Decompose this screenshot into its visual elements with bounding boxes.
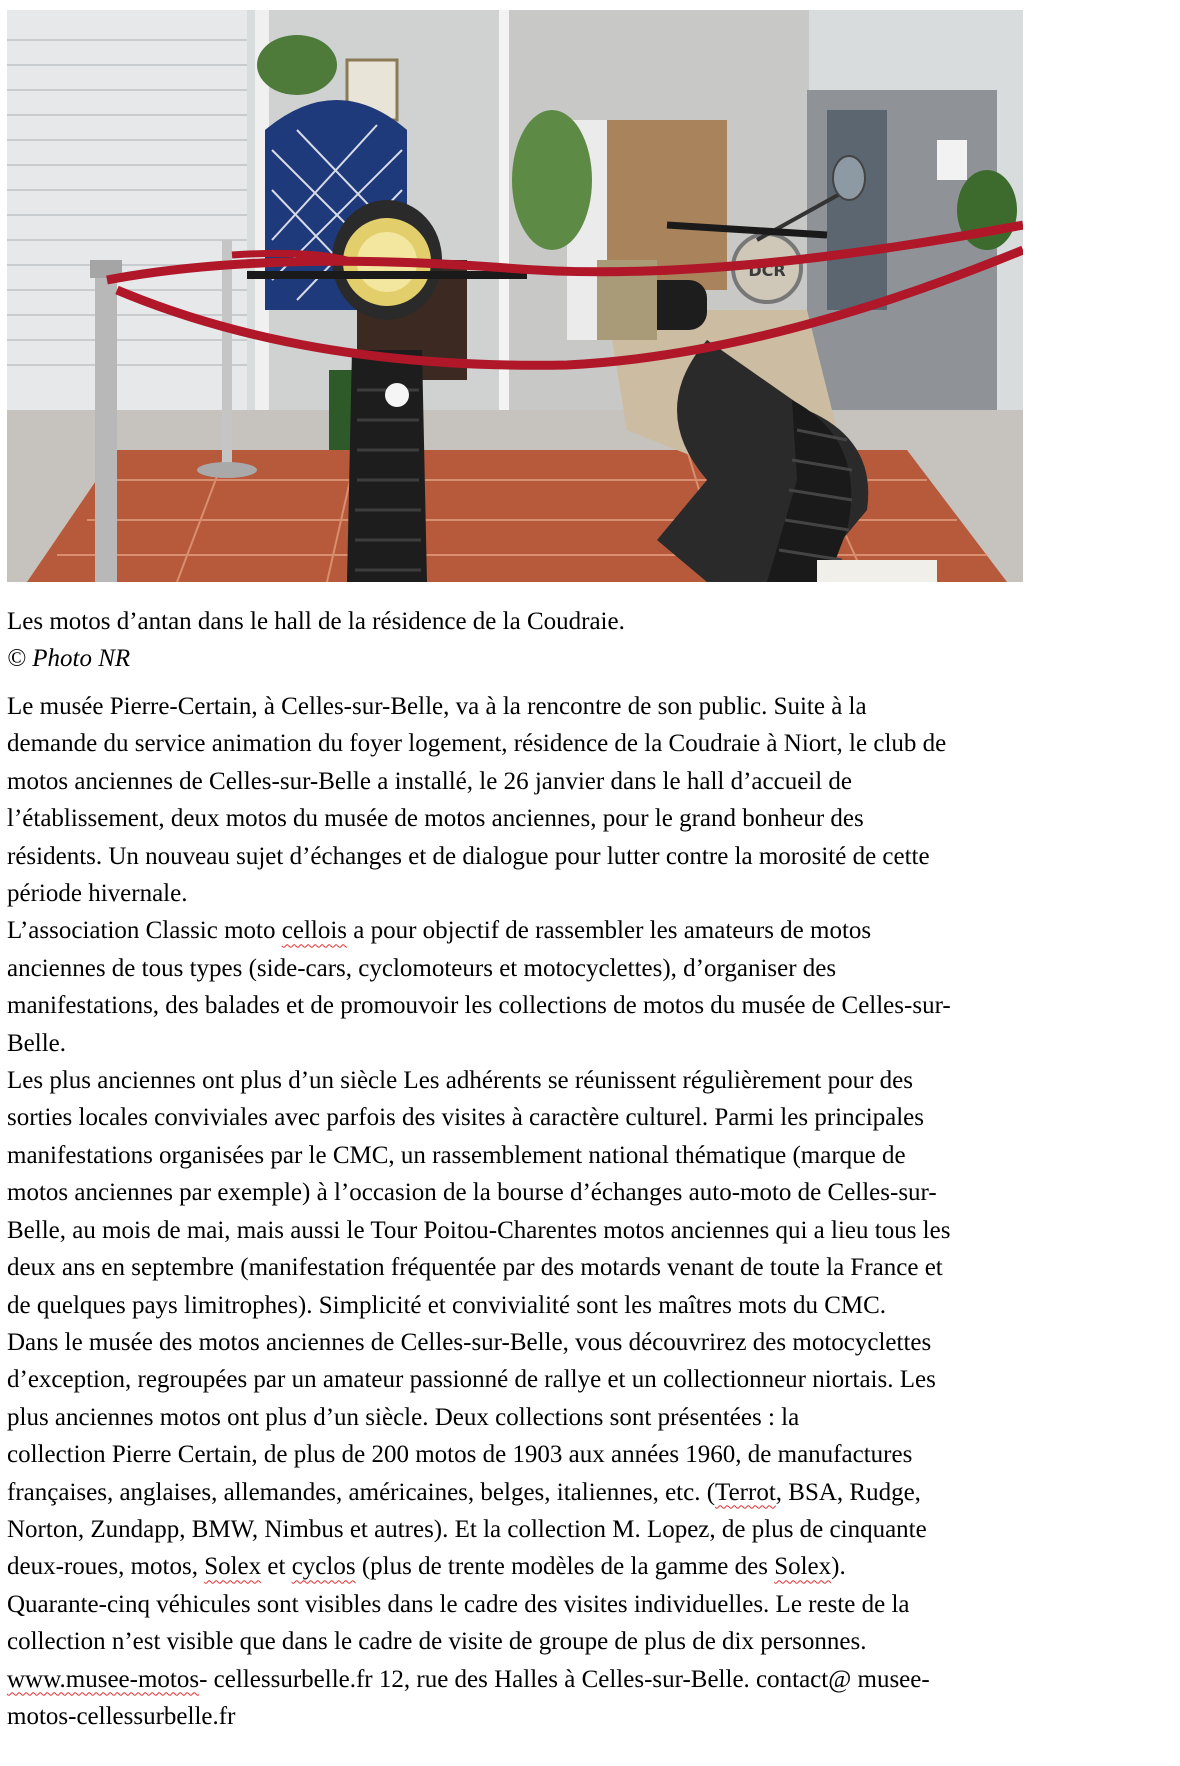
article-text-run: Norton, Zundapp, BMW, Nimbus et autres). Et la collection M. Lopez, de plus de cinquante <box>7 1515 927 1543</box>
motorcycles-photo <box>7 10 1023 582</box>
article-text-run: L’association Classic moto <box>7 917 282 945</box>
article-line <box>7 1511 1167 1548</box>
headlamp-label: DCR <box>748 261 786 280</box>
article-line <box>7 725 1167 762</box>
article-text-run: motos anciennes de Celles-sur-Belle a installé, le 26 janvier dans le hall d’accueil de <box>7 767 853 795</box>
article-text-run: d’exception, regroupées par un amateur passionné de rallye et un collectionneur niortais. Les <box>7 1366 936 1394</box>
article-text-run: , BSA, Rudge, <box>775 1478 921 1506</box>
article-line <box>7 1548 1167 1585</box>
article-line <box>7 1212 1167 1249</box>
article-text-run: françaises, anglaises, allemandes, américaines, belges, italiennes, etc. ( <box>7 1478 716 1506</box>
article-text-run: l’établissement, deux motos du musée de motos anciennes, pour le grand bonheur des <box>7 805 864 833</box>
article-line <box>7 1062 1167 1099</box>
article-line <box>7 1474 1167 1511</box>
article-text-run: motos anciennes par exemple) à l’occasion de la bourse d’échanges auto-moto de Celles-sur- <box>7 1179 937 1207</box>
article-line <box>7 1099 1167 1136</box>
spellcheck-flagged-word: Solex <box>204 1553 262 1581</box>
article-text-run: collection Pierre Certain, de plus de 200 motos de 1903 aux années 1960, de manufactures <box>7 1441 913 1469</box>
article-photo <box>7 10 1023 582</box>
article-line <box>7 1399 1167 1436</box>
article-line <box>7 1249 1167 1286</box>
article-line <box>7 912 1167 949</box>
article-line <box>7 875 1167 912</box>
article-text-run: plus anciennes motos ont plus d’un siècle. Deux collections sont présentées : la <box>7 1403 800 1431</box>
article-text-run: anciennes de tous types (side-cars, cyclomoteurs et motocyclettes), d’organiser des <box>7 954 837 982</box>
article-text-run: manifestations, des balades et de promouvoir les collections de motos du musée de Celles-sur- <box>7 992 951 1020</box>
article-text-run: - cellessurbelle.fr 12, rue des Halles à Celles-sur-Belle. contact@ musee- <box>199 1665 930 1693</box>
article-line <box>7 1137 1167 1174</box>
photo-caption <box>7 603 1167 677</box>
article-text-run: motos-cellessurbelle.fr <box>7 1702 236 1730</box>
article-text-run: et <box>261 1553 292 1581</box>
caption-text: Les motos d’antan dans le hall de la résidence de la Coudraie. <box>7 608 625 635</box>
photo-credit: © Photo NR <box>7 645 131 672</box>
article-text-run: manifestations organisées par le CMC, un rassemblement national thématique (marque de <box>7 1141 906 1169</box>
article-text-run: demande du service animation du foyer logement, résidence de la Coudraie à Niort, le club de <box>7 730 947 758</box>
article-line <box>7 1661 1167 1698</box>
article-line <box>7 1436 1167 1473</box>
article-line <box>7 1698 1167 1735</box>
article-text-run: a pour objectif de rassembler les amateurs de motos <box>347 917 872 945</box>
article-line <box>7 1174 1167 1211</box>
article-line <box>7 1324 1167 1361</box>
article-text-run: Le musée Pierre-Certain, à Celles-sur-Belle, va à la rencontre de son public. Suite à la <box>7 693 867 720</box>
article-text-run: ). <box>831 1553 846 1581</box>
spellcheck-flagged-word: Solex <box>774 1553 832 1581</box>
article-line <box>7 800 1167 837</box>
article-text-run: sorties locales conviviales avec parfois des visites à caractère culturel. Parmi les principales <box>7 1104 925 1132</box>
article-line <box>7 950 1167 987</box>
article-text-run: Belle. <box>7 1029 67 1057</box>
spellcheck-flagged-word: cellois <box>281 917 348 945</box>
article-line <box>7 1025 1167 1062</box>
article-text-run: collection n’est visible que dans le cadre de visite de groupe de plus de dix personnes. <box>7 1628 867 1656</box>
article-text-run: de quelques pays limitrophes). Simplicité et convivialité sont les maîtres mots du CMC. <box>7 1291 887 1319</box>
spellcheck-flagged-word: www.musee-motos <box>7 1665 200 1693</box>
article-line <box>7 1361 1167 1398</box>
article-text-run: Belle, au mois de mai, mais aussi le Tour Poitou-Charentes motos anciennes qui a lieu tous les <box>7 1216 951 1244</box>
article-line <box>7 688 1167 725</box>
article-line <box>7 763 1167 800</box>
article-text-run: période hivernale. <box>7 880 188 908</box>
article-line <box>7 987 1167 1024</box>
article-line <box>7 1586 1167 1623</box>
article-line <box>7 1623 1167 1660</box>
article-text-run: deux-roues, motos, <box>7 1553 205 1581</box>
article-text-run: (plus de trente modèles de la gamme des <box>355 1553 775 1581</box>
spellcheck-flagged-word: cyclos <box>291 1553 356 1581</box>
article-text-run: deux ans en septembre (manifestation fréquentée par des motards venant de toute la France et <box>7 1254 943 1282</box>
article-text-run: Les plus anciennes ont plus d’un siècle Les adhérents se réunissent régulièrement pour des <box>7 1067 913 1095</box>
article-line <box>7 1287 1167 1324</box>
spellcheck-flagged-word: Terrot <box>715 1478 776 1506</box>
article-text-run: Quarante-cinq véhicules sont visibles dans le cadre des visites individuelles. Le reste de la <box>7 1590 910 1618</box>
article-line <box>7 838 1167 875</box>
article-body <box>7 688 1167 1735</box>
article-text-run: Dans le musée des motos anciennes de Celles-sur-Belle, vous découvrirez des motocyclettes <box>7 1328 932 1356</box>
article-text-run: résidents. Un nouveau sujet d’échanges et de dialogue pour lutter contre la morosité de cette <box>7 842 930 870</box>
